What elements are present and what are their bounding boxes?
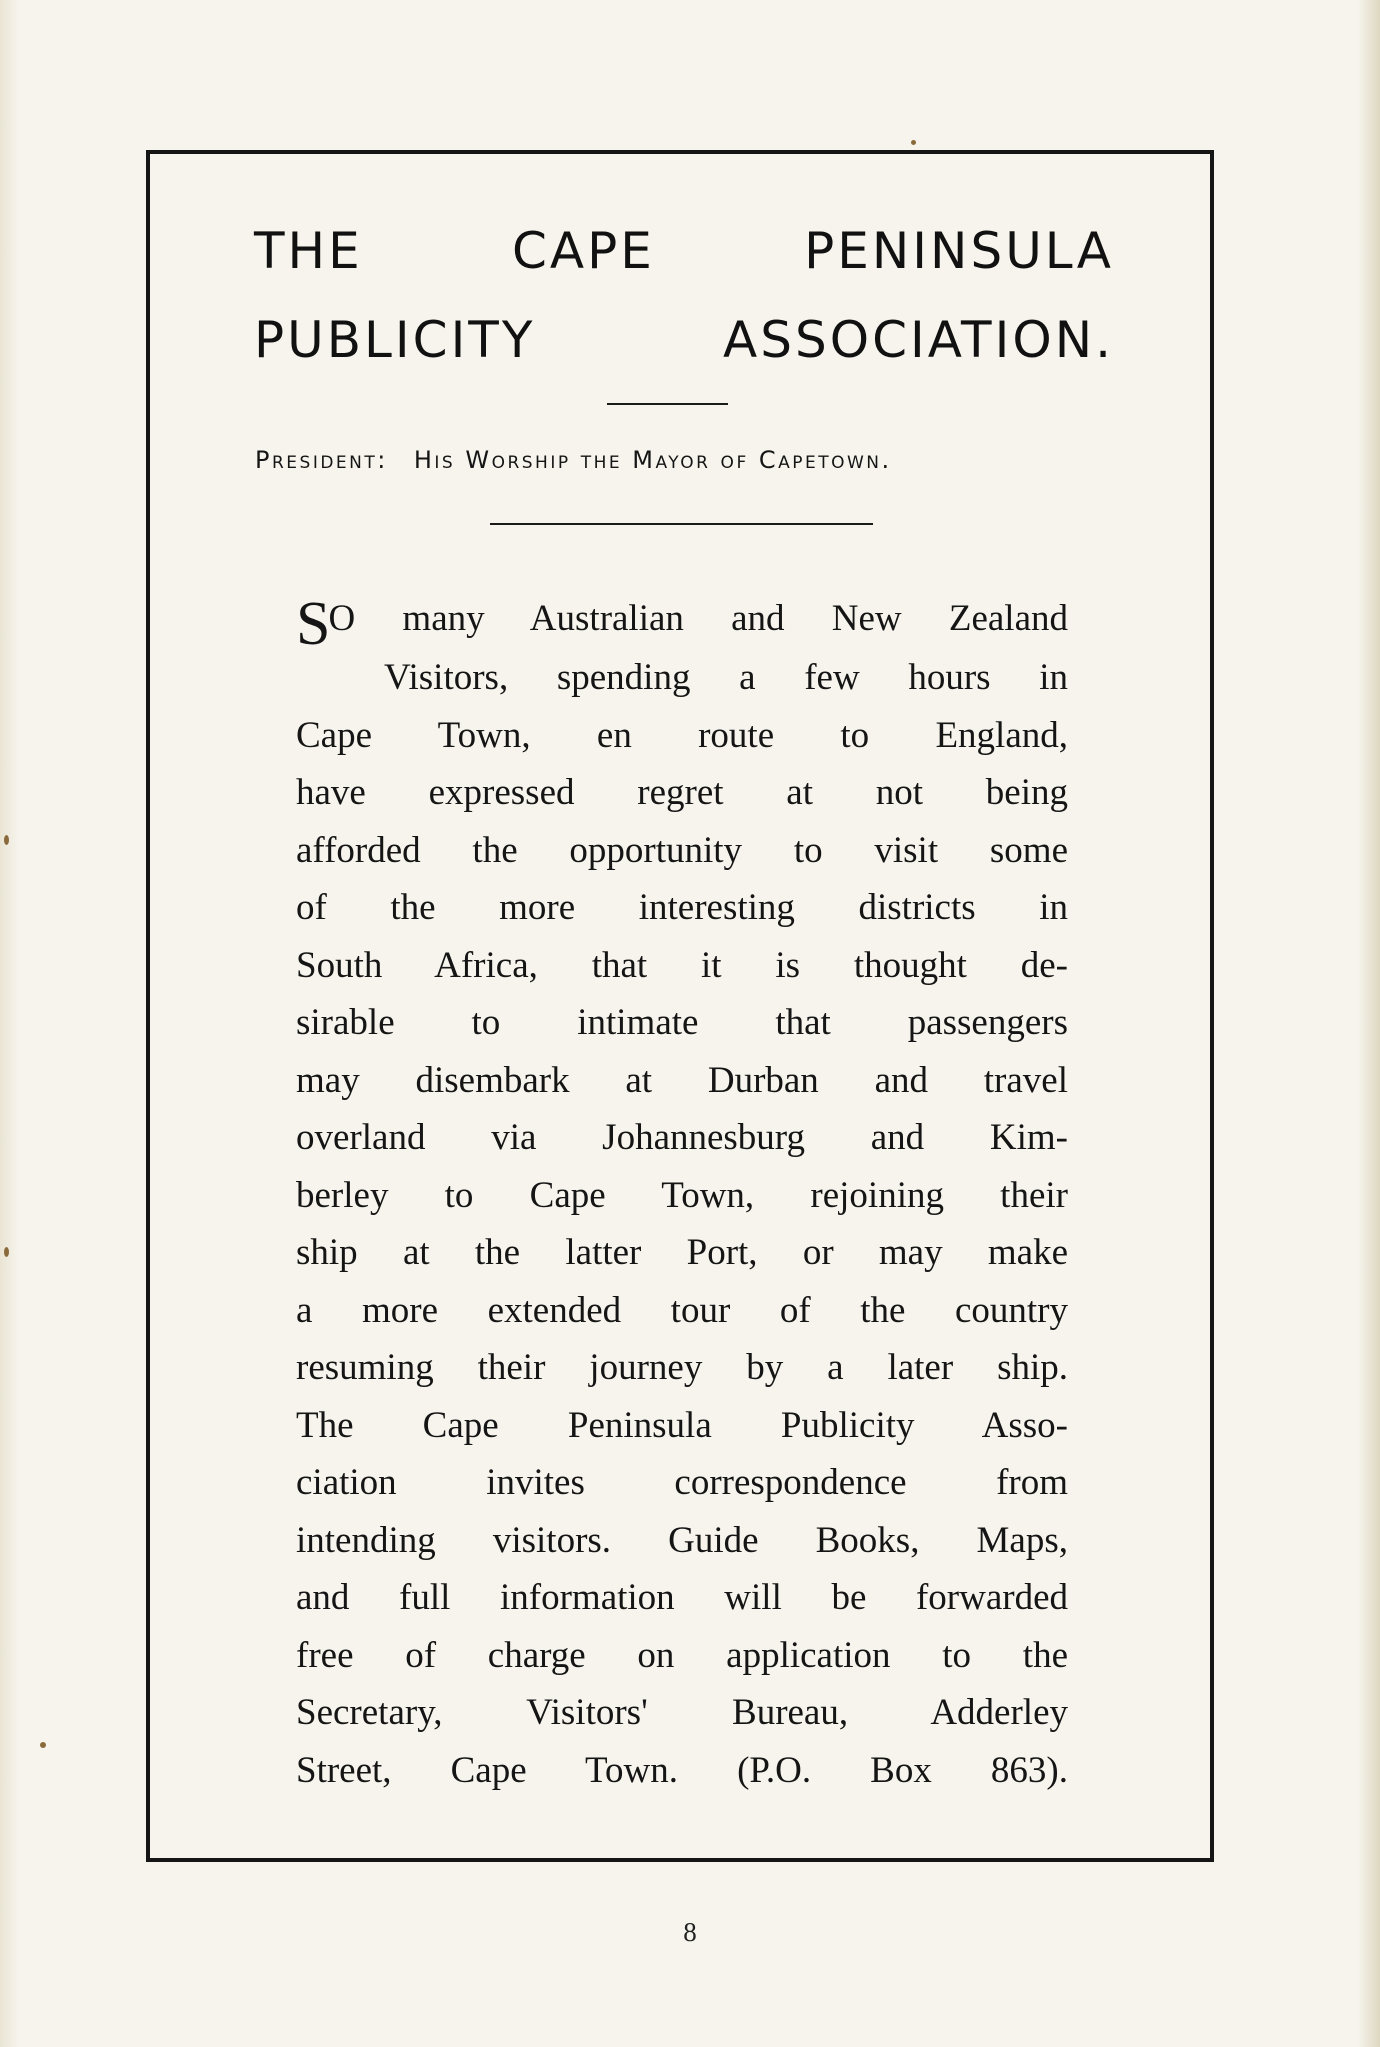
body-line: intending visitors. Guide Books, Maps, bbox=[296, 1519, 1068, 1561]
body-line: Secretary, Visitors' Bureau, Adderley bbox=[296, 1692, 1068, 1733]
president-line bbox=[255, 446, 1117, 474]
body-line: have expressed regret at not being bbox=[296, 772, 1068, 813]
heading-word: CAPE bbox=[512, 222, 655, 280]
body-line: sirable to intimate that passengers bbox=[296, 1002, 1068, 1043]
body-line: Visitors, spending a few hours in bbox=[384, 657, 1068, 698]
body-line: The Cape Peninsula Publicity Asso- bbox=[296, 1404, 1068, 1446]
heading-word: PUBLICITY bbox=[254, 311, 536, 369]
body-line: of the more interesting districts in bbox=[296, 887, 1068, 928]
paper-speck bbox=[40, 1742, 46, 1748]
body-line: Cape Town, en route to England, bbox=[296, 714, 1068, 756]
paper-speck bbox=[911, 140, 916, 145]
paper-speck bbox=[4, 1247, 9, 1257]
heading-word: THE bbox=[254, 222, 363, 280]
body-line: afforded the opportunity to visit some bbox=[296, 829, 1068, 871]
heading-word: ASSOCIATION. bbox=[723, 311, 1114, 369]
body-line: free of charge on application to the bbox=[296, 1634, 1068, 1676]
page-edge-right bbox=[1358, 0, 1380, 2047]
president-value: His Worship the Mayor of Capetown. bbox=[413, 446, 892, 474]
heading-line-1 bbox=[254, 222, 1114, 280]
divider-long bbox=[490, 523, 873, 525]
heading-line-2 bbox=[254, 311, 1114, 369]
body-line: South Africa, that it is thought de- bbox=[296, 944, 1068, 986]
drop-cap: S bbox=[296, 590, 329, 658]
body-paragraph bbox=[296, 590, 1068, 1799]
body-line-text: O many Australian and New Zealand bbox=[328, 598, 1068, 639]
heading-word: PENINSULA bbox=[804, 222, 1114, 280]
body-line: a more extended tour of the country bbox=[296, 1289, 1068, 1331]
body-line: resuming their journey by a later ship. bbox=[296, 1347, 1068, 1388]
body-line: berley to Cape Town, rejoining their bbox=[296, 1174, 1068, 1216]
body-line: ship at the latter Port, or may make bbox=[296, 1232, 1068, 1273]
body-line: ciation invites correspondence from bbox=[296, 1462, 1068, 1503]
body-line: Street, Cape Town. (P.O. Box 863). bbox=[296, 1749, 1068, 1791]
page-edge-left bbox=[0, 0, 18, 2047]
paper-speck bbox=[4, 835, 9, 845]
president-label: President: bbox=[255, 446, 388, 474]
body-line: and full information will be forwarded bbox=[296, 1577, 1068, 1618]
divider-short bbox=[607, 403, 728, 405]
body-line bbox=[296, 590, 1068, 658]
page-number: 8 bbox=[683, 1917, 697, 1947]
body-line: may disembark at Durban and travel bbox=[296, 1059, 1068, 1101]
body-line: overland via Johannesburg and Kim- bbox=[296, 1117, 1068, 1158]
